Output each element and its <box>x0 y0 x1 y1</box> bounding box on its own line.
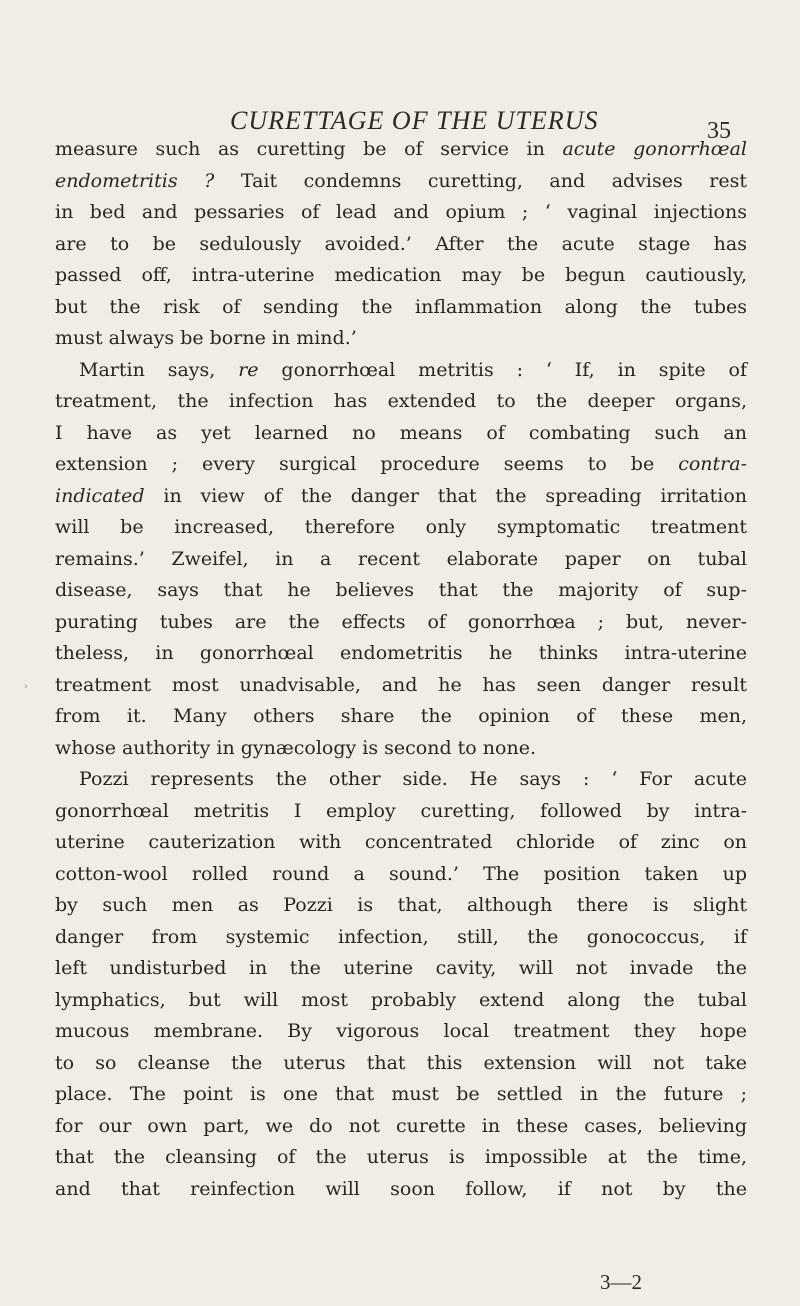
text-segment: extension ; every surgical procedure seems to be <box>55 453 679 475</box>
text-line <box>55 260 747 292</box>
text-line <box>55 323 747 355</box>
text-line <box>55 607 747 639</box>
text-segment: disease, says that he believes that the majority of sup- <box>55 579 747 601</box>
text-segment: are to be sedulously avoided.’ After the acute stage has <box>55 232 747 255</box>
text-segment: by such men as Pozzi is that, although there is slight <box>55 894 747 916</box>
text-line <box>55 701 747 733</box>
text-line <box>55 575 747 607</box>
text-segment: place. The point is one that must be settled in the future ; <box>55 1083 747 1105</box>
text-segment: Martin says, <box>79 358 239 381</box>
text-line <box>55 1048 747 1080</box>
text-line <box>55 1174 747 1206</box>
italic-text: contra- <box>678 453 747 475</box>
text-segment: Tait condemns curetting, and advises rest <box>214 169 747 192</box>
text-segment: theless, in gonorrhœal endometritis he thinks intra-uterine <box>55 642 747 664</box>
text-line <box>55 796 747 828</box>
text-line <box>55 544 747 576</box>
text-segment: gonorrhœal metritis I employ curetting, followed by intra- <box>55 799 747 822</box>
text-segment: Pozzi represents the other side. He says : ‘ For acute <box>79 768 747 790</box>
text-segment: remains.’ Zweifel, in a recent elaborate paper on tubal <box>55 547 747 570</box>
text-segment: but the risk of sending the inflammation along the tubes <box>55 295 747 318</box>
text-segment: cotton-wool rolled round a sound.’ The position taken up <box>55 862 747 885</box>
text-line <box>55 922 747 954</box>
text-line <box>55 166 747 198</box>
text-segment: treatment, the infection has extended to the deeper organs, <box>55 390 747 412</box>
text-line <box>55 827 747 859</box>
text-segment: lymphatics, but will most probably extend along the tubal <box>55 988 747 1011</box>
text-line <box>55 134 747 166</box>
text-line <box>55 1016 747 1048</box>
text-line <box>55 733 747 765</box>
text-segment: in view of the danger that the spreading irritation <box>144 484 747 507</box>
text-segment: mucous membrane. By vigorous local treatment they hope <box>55 1020 747 1042</box>
text-segment: must always be borne in mind.’ <box>55 327 357 349</box>
text-segment: I have as yet learned no means of combating such an <box>55 421 747 444</box>
text-line <box>55 449 747 481</box>
text-segment: for our own part, we do not curette in these cases, believing <box>55 1114 747 1137</box>
text-line <box>55 512 747 544</box>
text-line <box>55 859 747 891</box>
body-text <box>55 134 747 1205</box>
text-segment: left undisturbed in the uterine cavity, will not invade the <box>55 957 747 979</box>
page-number: 35 <box>707 118 731 144</box>
text-segment: to so cleanse the uterus that this extension will not take <box>55 1051 747 1074</box>
text-line <box>55 481 747 513</box>
text-segment: purating tubes are the effects of gonorrhœa ; but, never- <box>55 610 747 633</box>
text-line <box>55 1111 747 1143</box>
text-line <box>55 670 747 702</box>
text-segment: measure such as curetting be of service in <box>55 138 563 160</box>
text-segment: that the cleansing of the uterus is impossible at the time, <box>55 1146 747 1168</box>
text-line <box>55 953 747 985</box>
text-line <box>55 229 747 261</box>
text-segment: uterine cauterization with concentrated chloride of zinc on <box>55 831 747 853</box>
text-segment: treatment most unadvisable, and he has seen danger result <box>55 673 747 696</box>
italic-text: re <box>238 358 259 381</box>
running-head: CURETTAGE OF THE UTERUS <box>230 106 599 135</box>
text-line <box>55 1079 747 1111</box>
text-line <box>55 638 747 670</box>
text-line <box>55 1142 747 1174</box>
italic-text: endometritis ? <box>55 169 215 192</box>
text-line <box>55 355 747 387</box>
text-segment: danger from systemic infection, still, the gonococcus, if <box>55 925 747 948</box>
text-segment: passed off, intra-uterine medication may be begun cautiously, <box>55 264 747 286</box>
signature-mark: 3—2 <box>600 1270 642 1294</box>
text-segment: in bed and pessaries of lead and opium ; ‘ vaginal injections <box>55 201 747 223</box>
text-line <box>55 985 747 1017</box>
text-line <box>55 197 747 229</box>
text-line <box>55 418 747 450</box>
text-segment: from it. Many others share the opinion of these men, <box>55 705 747 727</box>
text-line <box>55 386 747 418</box>
text-line <box>55 890 747 922</box>
text-segment: gonorrhœal metritis : ‘ If, in spite of <box>258 358 748 381</box>
text-segment: whose authority in gynæcology is second to none. <box>55 736 536 759</box>
text-line <box>55 292 747 324</box>
margin-mark: › <box>24 682 28 692</box>
text-segment: and that reinfection will soon follow, if not by the <box>55 1177 747 1200</box>
italic-text: acute gonorrhœal <box>562 138 747 160</box>
italic-text: indicated <box>55 484 145 507</box>
text-line <box>55 764 747 796</box>
text-segment: will be increased, therefore only symptomatic treatment <box>55 516 747 538</box>
